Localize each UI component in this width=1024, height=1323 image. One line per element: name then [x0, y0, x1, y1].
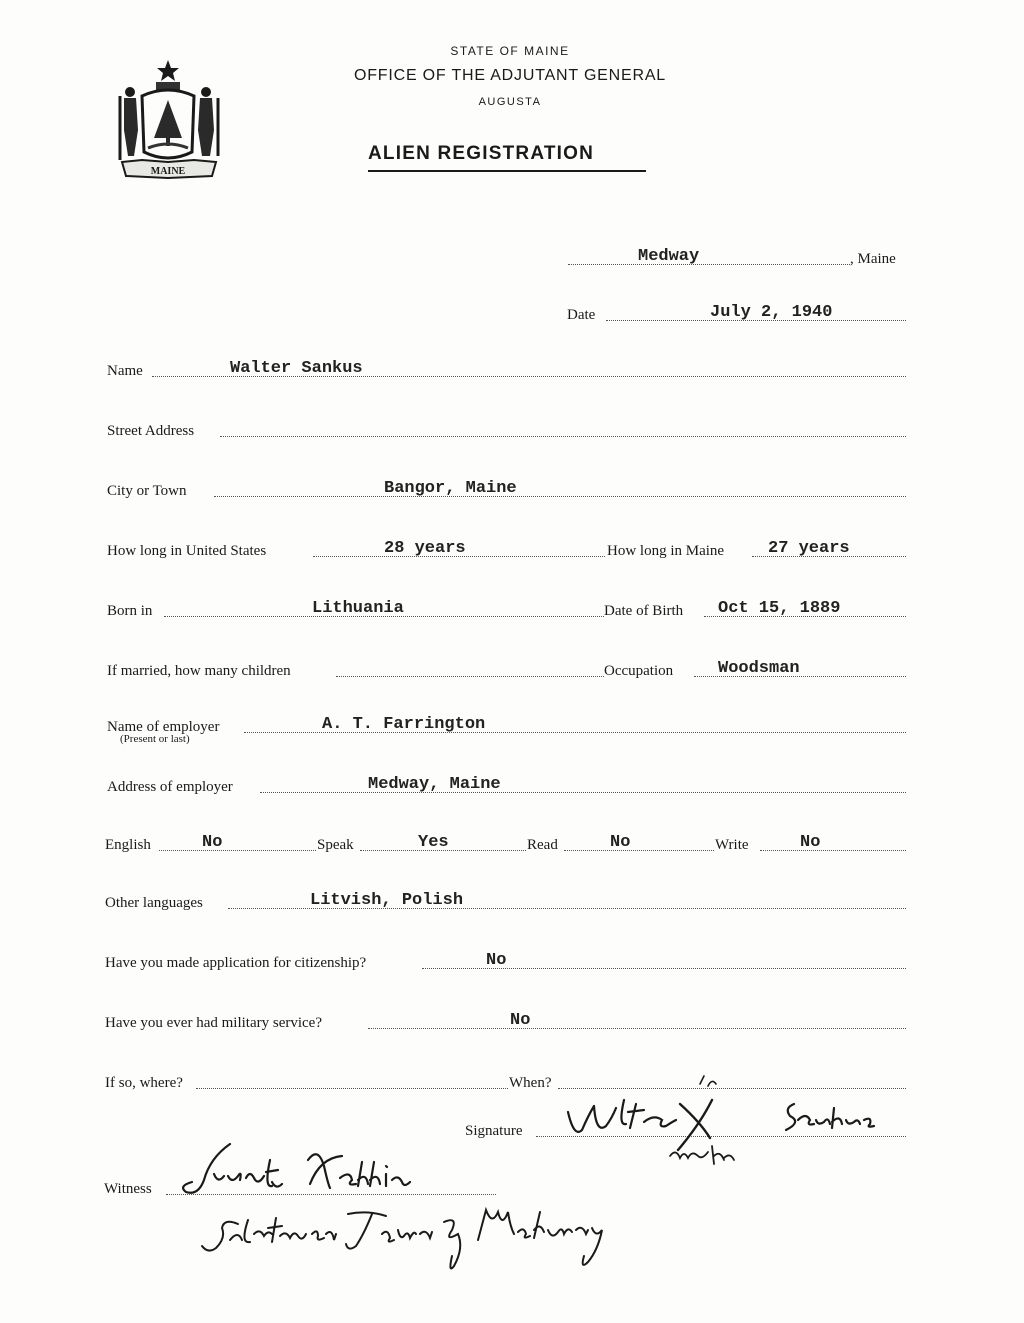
signature-label: Signature — [465, 1123, 523, 1139]
maine-time-value: 27 years — [768, 539, 850, 558]
write-value: No — [800, 833, 821, 852]
speak-value: Yes — [418, 833, 449, 852]
place-suffix: , Maine — [850, 251, 896, 267]
language-ability-row — [0, 826, 1024, 854]
employer-sublabel: (Present or last) — [120, 733, 190, 745]
born-label: Born in — [107, 603, 153, 619]
us-time-label: How long in United States — [107, 543, 267, 559]
street-row — [0, 412, 1024, 440]
military-value: No — [510, 1011, 531, 1030]
other-languages-value: Litvish, Polish — [310, 891, 464, 910]
name-row — [0, 352, 1024, 380]
date-label: Date — [567, 307, 596, 323]
citizenship-value: No — [486, 951, 507, 970]
children-label: If married, how many children — [107, 663, 291, 679]
where-label: If so, where? — [105, 1075, 183, 1091]
employer-row — [0, 708, 1024, 736]
place-value: Medway — [638, 247, 700, 266]
dob-label: Date of Birth — [604, 603, 684, 619]
citizenship-row — [0, 944, 1024, 972]
city-row — [0, 472, 1024, 500]
seal-banner-text: MAINE — [150, 166, 186, 177]
witness-label: Witness — [104, 1181, 152, 1197]
employer-value: A. T. Farrington — [322, 715, 486, 734]
military-row — [0, 1004, 1024, 1032]
name-label: Name — [107, 363, 143, 379]
occupation-label: Occupation — [604, 663, 674, 679]
other-languages-label: Other languages — [105, 895, 203, 911]
dob-value: Oct 15, 1889 — [718, 599, 841, 618]
place-row — [0, 240, 1024, 268]
write-label: Write — [715, 837, 749, 853]
military-label: Have you ever had military service? — [105, 1015, 322, 1031]
maine-time-label: How long in Maine — [607, 543, 725, 559]
english-label: English — [105, 837, 151, 853]
office-heading: OFFICE OF THE ADJUTANT GENERAL — [353, 67, 667, 84]
form-title: ALIEN REGISTRATION — [368, 143, 595, 164]
maine-state-seal-icon — [112, 56, 224, 184]
occupation-value: Woodsman — [718, 659, 800, 678]
when-label: When? — [509, 1075, 552, 1091]
witness-handwriting — [168, 1130, 648, 1280]
state-heading: STATE OF MAINE — [450, 44, 570, 58]
birth-row — [0, 592, 1024, 620]
citizenship-label: Have you made application for citizenship? — [105, 955, 367, 971]
date-value: July 2, 1940 — [710, 303, 833, 322]
other-languages-row — [0, 884, 1024, 912]
street-label: Street Address — [107, 423, 195, 439]
employer-address-row — [0, 768, 1024, 796]
city-value: Bangor, Maine — [384, 479, 517, 498]
speak-label: Speak — [317, 837, 354, 853]
city-heading: AUGUSTA — [478, 96, 542, 108]
read-value: No — [610, 833, 631, 852]
duration-row — [0, 532, 1024, 560]
employer-address-value: Medway, Maine — [368, 775, 501, 794]
born-value: Lithuania — [312, 599, 404, 618]
date-row — [0, 296, 1024, 324]
employer-address-label: Address of employer — [107, 779, 233, 795]
us-time-value: 28 years — [384, 539, 466, 558]
english-value: No — [202, 833, 223, 852]
city-label: City or Town — [107, 483, 187, 499]
read-label: Read — [527, 837, 558, 853]
title-underline — [368, 170, 646, 172]
name-value: Walter Sankus — [230, 359, 363, 378]
children-row — [0, 652, 1024, 680]
employer-label: Name of employer — [107, 719, 220, 735]
